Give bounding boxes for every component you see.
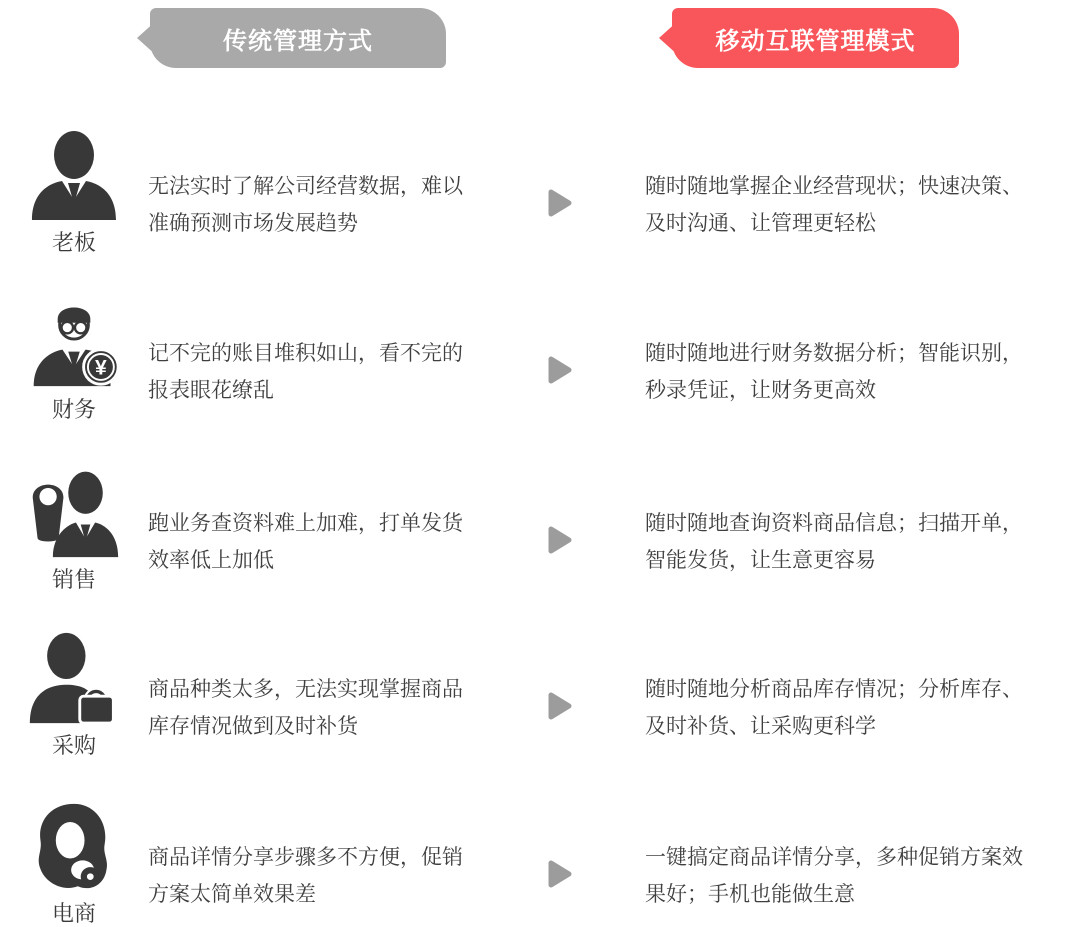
text-line: 报表眼花缭乱 bbox=[148, 379, 274, 402]
text-line: 商品详情分享步骤多不方便，促销 bbox=[148, 846, 463, 869]
row-sales bbox=[0, 472, 1080, 612]
traditional-text bbox=[148, 168, 475, 242]
text-line: 无法实时了解公司经营数据，难以 bbox=[148, 175, 463, 198]
boss-icon bbox=[26, 129, 122, 221]
arrow-cell bbox=[475, 186, 645, 225]
row-boss bbox=[0, 135, 1080, 275]
text-line: 记不完的账目堆积如山，看不完的 bbox=[148, 342, 463, 365]
right-arrow-icon bbox=[545, 353, 575, 392]
role-label: 财务 bbox=[51, 397, 96, 422]
arrow-cell bbox=[475, 523, 645, 562]
mobile-banner-label: 移动互联管理模式 bbox=[715, 27, 916, 55]
role-label: 销售 bbox=[51, 567, 96, 592]
text-line: 准确预测市场发展趋势 bbox=[148, 212, 358, 235]
role-label: 电商 bbox=[51, 901, 96, 926]
ecommerce-icon bbox=[26, 800, 122, 892]
traditional-text bbox=[148, 671, 475, 745]
text-line: 果好；手机也能做生意 bbox=[645, 883, 855, 906]
traditional-text bbox=[148, 335, 475, 409]
role-label: 老板 bbox=[51, 230, 96, 255]
arrow-cell bbox=[475, 857, 645, 896]
text-line: 及时补货、让采购更科学 bbox=[645, 715, 876, 738]
row-procurement bbox=[0, 638, 1080, 778]
text-line: 方案太简单效果差 bbox=[148, 883, 316, 906]
mobile-text bbox=[645, 839, 1080, 913]
right-arrow-icon bbox=[545, 186, 575, 225]
mobile-text bbox=[645, 168, 1080, 242]
traditional-text bbox=[148, 505, 475, 579]
role-label: 采购 bbox=[51, 733, 96, 758]
traditional-banner bbox=[150, 8, 446, 68]
text-line: 随时随地掌握企业经营现状；快速决策、 bbox=[645, 175, 1023, 198]
right-arrow-icon bbox=[545, 857, 575, 896]
traditional-text bbox=[148, 839, 475, 913]
text-line: 秒录凭证，让财务更高效 bbox=[645, 379, 876, 402]
role-sales bbox=[0, 466, 148, 594]
text-line: 一键搞定商品详情分享，多种促销方案效 bbox=[645, 846, 1023, 869]
right-arrow-icon bbox=[545, 689, 575, 728]
role-procurement bbox=[0, 632, 148, 760]
text-line: 随时随地进行财务数据分析；智能识别， bbox=[645, 342, 1023, 365]
sales-icon bbox=[26, 466, 122, 558]
traditional-banner-label: 传统管理方式 bbox=[223, 27, 373, 55]
row-finance bbox=[0, 302, 1080, 442]
procurement-icon bbox=[26, 632, 122, 724]
mobile-text bbox=[645, 335, 1080, 409]
role-boss bbox=[0, 129, 148, 257]
text-line: 商品种类太多，无法实现掌握商品 bbox=[148, 678, 463, 701]
mobile-text bbox=[645, 505, 1080, 579]
finance-icon bbox=[26, 296, 122, 388]
text-line: 及时沟通、让管理更轻松 bbox=[645, 212, 876, 235]
right-arrow-icon bbox=[545, 523, 575, 562]
mobile-banner bbox=[672, 8, 959, 68]
text-line: 库存情况做到及时补货 bbox=[148, 715, 358, 738]
arrow-cell bbox=[475, 689, 645, 728]
role-finance bbox=[0, 296, 148, 424]
role-ecommerce bbox=[0, 800, 148, 927]
row-ecommerce bbox=[0, 806, 1080, 927]
text-line: 随时随地分析商品库存情况；分析库存、 bbox=[645, 678, 1023, 701]
svg-text:¥: ¥ bbox=[95, 356, 107, 380]
text-line: 跑业务查资料难上加难，打单发货 bbox=[148, 512, 463, 535]
text-line: 效率低上加低 bbox=[148, 549, 274, 572]
mobile-text bbox=[645, 671, 1080, 745]
banner-tail-left-icon bbox=[137, 25, 152, 52]
text-line: 随时随地查询资料商品信息；扫描开单， bbox=[645, 512, 1023, 535]
banner-tail-right-icon bbox=[659, 25, 674, 52]
arrow-cell bbox=[475, 353, 645, 392]
text-line: 智能发货，让生意更容易 bbox=[645, 549, 876, 572]
